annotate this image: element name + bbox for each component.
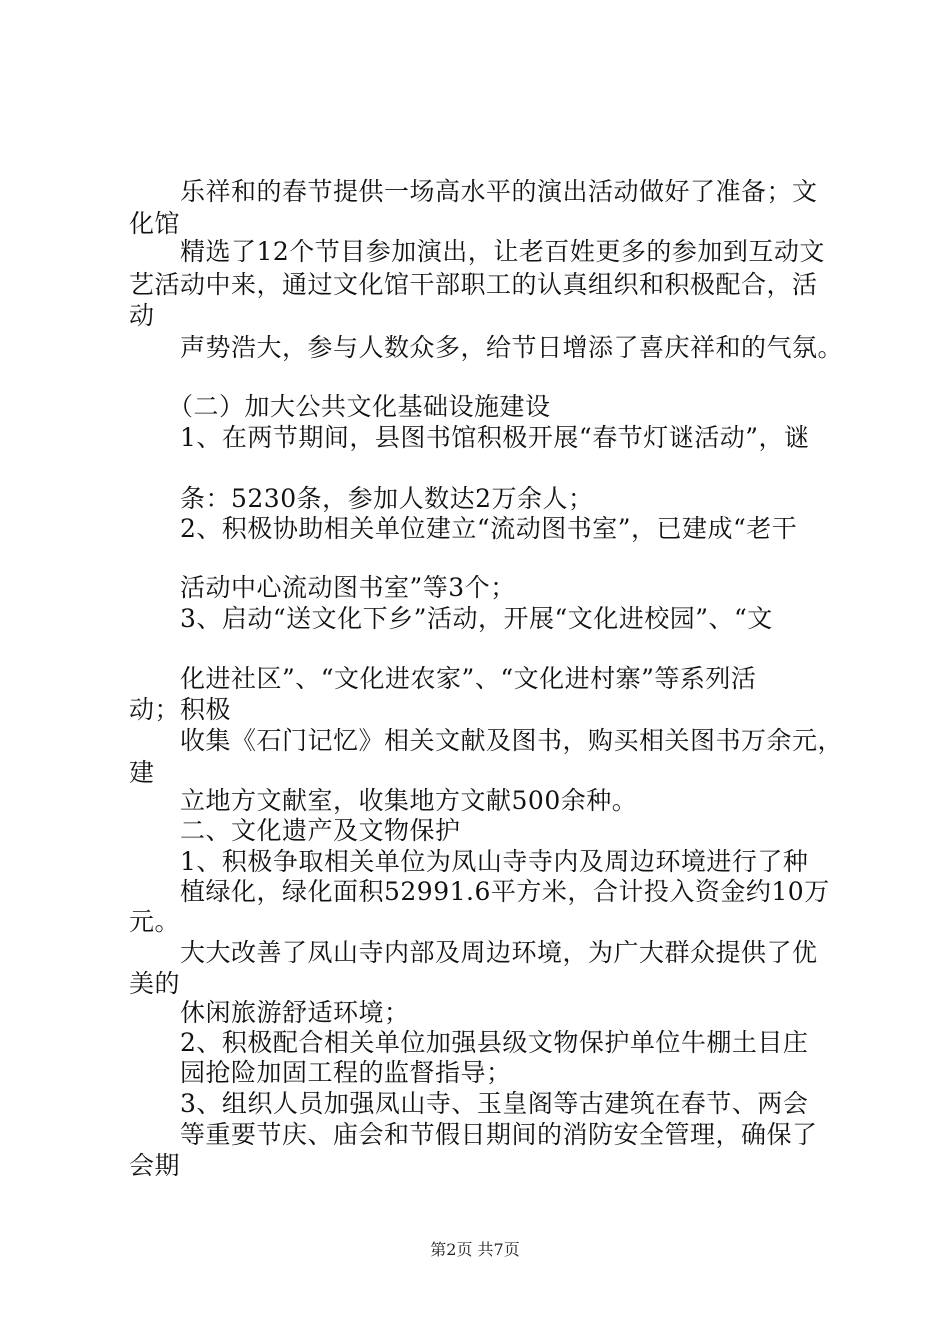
text-line: 条：5230条，参加人数达2万余人；: [180, 484, 594, 513]
text-line: 声势浩大，参与人数众多，给节日增添了喜庆祥和的气氛。: [180, 333, 844, 362]
text-line: 1、积极争取相关单位为凤山寺寺内及周边环境进行了种: [180, 847, 809, 876]
text-line: 植绿化，绿化面积52991.6平方米，合计投入资金约10万: [180, 877, 830, 906]
text-line: 休闲旅游舒适环境；: [180, 998, 410, 1027]
text-line: 动；积极: [129, 695, 232, 724]
text-line: 2、积极配合相关单位加强县级文物保护单位牛棚土目庄: [180, 1028, 809, 1057]
text-line: 建: [129, 758, 155, 787]
text-line: 立地方文献室，收集地方文献500余种。: [180, 786, 638, 815]
section-heading: 二、文化遗产及文物保护: [180, 816, 461, 845]
text-line: 美的: [129, 969, 181, 998]
text-line: 园抢险加固工程的监督指导；: [180, 1058, 512, 1087]
text-line: 活动中心流动图书室”等3个；: [180, 573, 516, 602]
page-footer: 第2页 共7页: [430, 1240, 520, 1259]
text-line: 会期: [129, 1151, 181, 1180]
text-line: 2、积极协助相关单位建立“流动图书室”，已建成“老干: [180, 514, 798, 543]
text-line: 乐祥和的春节提供一场高水平的演出活动做好了准备；文: [180, 177, 818, 206]
text-line: 化馆: [129, 209, 181, 238]
text-line: 元。: [129, 907, 181, 936]
text-line: 动: [129, 301, 155, 330]
text-line: 精选了12个节目参加演出，让老百姓更多的参加到互动文: [180, 237, 825, 266]
text-line: 艺活动中来，通过文化馆干部职工的认真组织和积极配合，活: [129, 270, 818, 299]
text-line: 3、组织人员加强凤山寺、玉皇阁等古建筑在春节、两会: [180, 1089, 809, 1118]
text-line: 等重要节庆、庙会和节假日期间的消防安全管理，确保了: [180, 1120, 818, 1149]
section-heading: （二）加大公共文化基础设施建设: [168, 392, 551, 421]
text-line: 3、启动“送文化下乡”活动，开展“文化进校园”、“文: [180, 604, 773, 633]
text-line: 收集《石门记忆》相关文献及图书，购买相关图书万余元，: [180, 726, 844, 755]
text-line: 大大改善了凤山寺内部及周边环境，为广大群众提供了优: [180, 938, 818, 967]
text-line: 1、在两节期间，县图书馆积极开展“春节灯谜活动”，谜: [180, 423, 810, 452]
text-line: 化进社区”、“文化进农家”、“文化进村寨”等系列活: [180, 664, 757, 693]
